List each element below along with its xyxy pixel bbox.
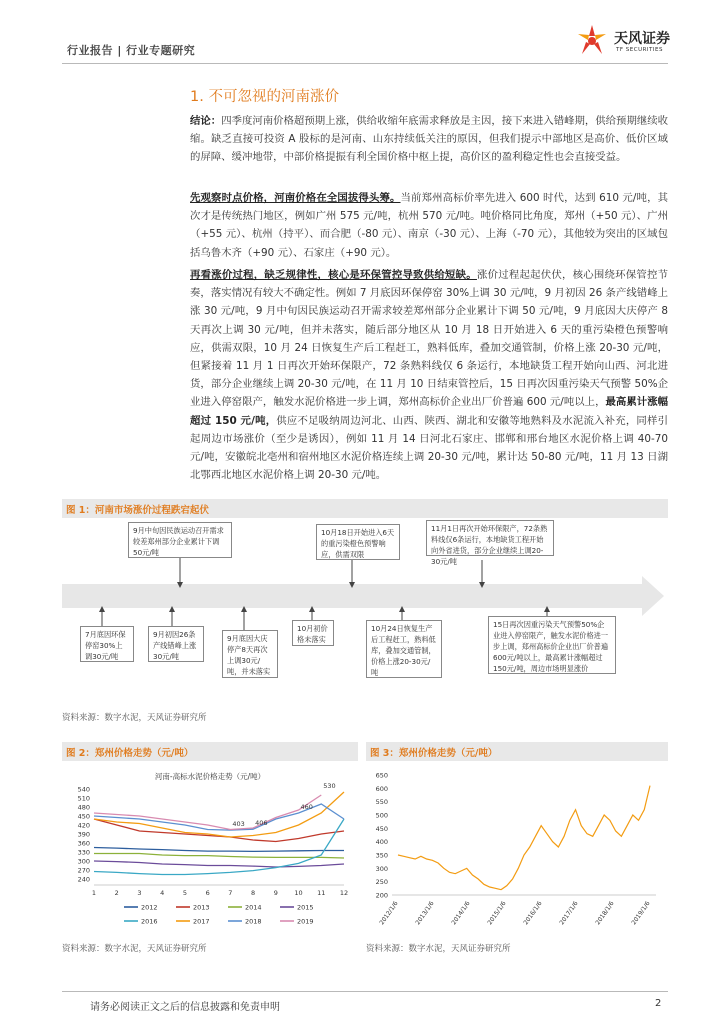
legend-label: 2017	[193, 917, 210, 926]
figure2-chart	[62, 765, 358, 933]
x-tick-label: 10	[294, 889, 303, 897]
y-tick-label: 550	[375, 798, 388, 807]
y-tick-label: 540	[77, 785, 90, 794]
legend-label: 2015	[297, 903, 314, 912]
legend-label: 2012	[141, 903, 158, 912]
y-tick-label: 450	[375, 824, 388, 833]
x-tick-label: 1	[91, 889, 97, 897]
x-tick-label: 8	[251, 889, 256, 897]
paragraph-price-point	[190, 189, 668, 262]
paragraph-body: 涨价过程起起伏伏，核心围绕环保管控节奏，落实情况有较大不确定性。例如 7 月底因环保停窑 30%上调 30 元/吨，9 月初因 26 条产线错峰上涨 30 元/吨，9 月中旬因民族运动召开需求较差郑州部分企业累计下调 50 元/吨，9 月底因大庆停产 8 天再次上调 30 元/吨，但并未落实，随后部分地区从 10 月 18 日开始进入 6 天的重污染橙色预警响应，供需双限，10 月 24 日恢复生产后工程赶工，熟料低库，叠加交通管制，价格上涨 20-30 元/吨，但紧接着 11 月 1 日再次开始环保限产，72 条熟料线仅 6 条运行，本地缺货工程开始向山西、河北进货，部分企业继续上调 20-30 元/吨，在 11 月 10 日结束管控后，15 日再次因重污染天气预警 50%企业进入停窑限产，触发水泥价格进一步上调，郑州高标价企业出厂价普遍 600 元/吨以上，	[190, 269, 669, 409]
x-tick-label: 2012/1/6	[378, 900, 400, 927]
event-top-1: 9月中旬因民族运动召开需求较差郑州部分企业累计下调50元/吨	[128, 522, 232, 558]
figure2-label: 图 2：郑州价格走势（元/吨）	[66, 748, 194, 759]
y-tick-label: 400	[375, 838, 388, 847]
legend-label: 2013	[193, 903, 210, 912]
x-tick-label: 5	[182, 889, 187, 897]
y-tick-label: 270	[77, 866, 90, 875]
section-title: 1. 不可忽视的河南涨价	[190, 89, 339, 105]
data-label: 530	[323, 782, 336, 790]
event-top-2: 10月18日开始进入6天的重污染橙色预警响应，供需双限	[316, 524, 400, 560]
x-tick-label: 2	[114, 889, 119, 897]
event-top-3: 11月1日再次开始环保限产，72条熟料线仅6条运行，本地缺货工程开始向外省进货，部分企业继续上调20-30元/吨	[426, 520, 554, 556]
series-line-2019	[94, 795, 321, 830]
x-tick-label: 2014/1/6	[450, 900, 472, 927]
figure1-label: 图 1：河南市场涨价过程跌宕起伏	[66, 505, 209, 516]
figure3-label-bar	[366, 742, 668, 761]
y-tick-label: 510	[77, 794, 90, 803]
y-tick-label: 330	[77, 848, 90, 857]
x-tick-label: 12	[339, 889, 349, 897]
figure3-chart	[366, 765, 668, 940]
legend-label: 2014	[245, 903, 262, 912]
x-tick-label: 2017/1/6	[558, 900, 580, 927]
data-label: 460	[300, 803, 313, 811]
figure3-label: 图 3：郑州价格走势（元/吨）	[370, 748, 498, 759]
x-tick-label: 2019/1/6	[630, 900, 652, 927]
event-bottom-2: 9月初因26条产线错峰上涨30元/吨	[148, 626, 204, 662]
paragraph-body: 当前郑州高标价率先进入 600 时代，达到 610 元/吨，其次才是传统热门地区，例如广州 575 元/吨，杭州 570 元/吨。吨价格同比角度，郑州（+50 元）、广州（+55 元）、杭州（持平）、而合肥（-80 元）、南京（-30 元）、上海（-70 元），其他较为突出的区域包括乌鲁木齐（+90 元）、石家庄（+90 元）。	[190, 192, 668, 259]
figure1-source: 资料来源：数字水泥，天风证券研究所	[62, 713, 207, 723]
series-line-2012	[94, 848, 344, 852]
y-tick-label: 390	[77, 830, 90, 839]
header-divider	[62, 63, 668, 64]
y-tick-label: 350	[375, 851, 388, 860]
event-bottom-6: 15日再次因重污染天气预警50%企业进入停窑限产，触发水泥价格进一步上调，郑州高标价企业出厂价普遍600元/吨以上，最高累计涨幅超过150元/吨，周边市场明显涨价	[488, 616, 616, 674]
x-tick-label: 6	[205, 889, 210, 897]
footer-disclaimer[interactable]: 请务必阅读正文之后的信息披露和免责申明	[90, 1002, 280, 1013]
figure1-timeline	[62, 520, 668, 690]
y-tick-label: 450	[77, 812, 90, 821]
x-tick-label: 9	[273, 889, 278, 897]
paragraph-lead: 结论：	[190, 115, 222, 127]
x-tick-label: 2015/1/6	[486, 900, 508, 927]
legend-label: 2016	[141, 917, 158, 926]
y-tick-label: 480	[77, 803, 90, 812]
event-bottom-5: 10月24日恢复生产后工程赶工，熟料低库，叠加交通管制，价格上涨20-30元/吨	[366, 620, 442, 678]
logo	[572, 20, 682, 60]
x-tick-label: 2016/1/6	[522, 900, 544, 927]
legend-label: 2018	[245, 917, 262, 926]
logo-cn-text: 天风证券	[614, 31, 670, 47]
y-tick-label: 360	[77, 839, 90, 848]
x-tick-label: 11	[317, 889, 326, 897]
y-tick-label: 650	[375, 771, 388, 780]
y-tick-label: 240	[77, 875, 90, 884]
legend-label: 2019	[297, 917, 314, 926]
x-tick-label: 4	[160, 889, 165, 897]
figure2-source: 资料来源：数字水泥，天风证券研究所	[62, 944, 207, 954]
paragraph-body: 四季度河南价格超预期上涨，供给收缩年底需求释放是主因，接下来进入错峰期，供给预期继续收缩。缺乏直接可投资 A 股标的是河南、山东持续低关注的原因，但我们提示中部地区是高价、低价区域的屏障、缓冲地带，中部价格提振有利全国价格中枢上提，高价区的盈利稳定性也会直接受益。	[190, 115, 669, 164]
figure1-label-bar	[62, 499, 668, 518]
y-tick-label: 300	[77, 857, 90, 866]
page-number: 2	[655, 998, 662, 1009]
logo-icon	[572, 22, 612, 60]
paragraph-lead: 再看涨价过程，缺乏规律性，核心是环保管控导致供给短缺。	[190, 269, 477, 281]
x-tick-label: 2013/1/6	[414, 900, 436, 927]
series-line-zhengzhou	[398, 786, 650, 890]
paragraph-body: 供应不足吸纳周边河北、山西、陕西、湖北和安徽等地熟料及水泥流入补充，同样引起周边市场涨价（至少是诱因），例如 11 月 14 日河北石家庄、邯郸和邢台地区水泥价格上调 40-70 元/吨，安徽皖北亳州和宿州地区水泥价格连续上调 20-30 元/吨，累计达 50-80 元/吨，11 月 13 日湖北鄂西北地区水泥价格上调 20-30 元/吨。	[190, 414, 668, 482]
event-bottom-1: 7月底因环保停窑30%上调30元/吨	[80, 626, 134, 662]
y-tick-label: 300	[375, 864, 388, 873]
logo-en-text: TF SECURITIES	[616, 47, 663, 53]
y-tick-label: 600	[375, 784, 388, 793]
paragraph-conclusion	[190, 112, 668, 167]
series-line-2014	[94, 854, 344, 859]
y-tick-label: 420	[77, 821, 90, 830]
y-tick-label: 200	[375, 891, 388, 900]
x-tick-label: 3	[137, 889, 142, 897]
y-tick-label: 500	[375, 811, 388, 820]
x-tick-label: 2018/1/6	[594, 900, 616, 927]
event-bottom-4: 10月初价格未落实	[292, 620, 334, 646]
y-tick-label: 250	[375, 878, 388, 887]
event-bottom-3: 9月底因大庆停产8天再次上调30元/吨，并未落实	[222, 630, 278, 678]
x-tick-label: 7	[228, 889, 233, 897]
data-label: 403	[232, 820, 245, 829]
footer-divider	[62, 991, 668, 992]
breadcrumb: 行业报告 | 行业专题研究	[67, 44, 196, 57]
figure3-source: 资料来源：数字水泥，天风证券研究所	[366, 944, 511, 954]
series-line-2015	[94, 861, 344, 867]
paragraph-emphasis: 最高累计涨幅超过 150 元/吨，	[190, 396, 668, 427]
chart-title: 河南-高标水泥价格走势（元/吨）	[154, 772, 266, 781]
data-label: 406	[255, 819, 268, 828]
figure2-label-bar	[62, 742, 358, 761]
paragraph-price-process	[190, 266, 668, 484]
paragraph-lead: 先观察时点价格，河南价格在全国拔得头筹。	[190, 192, 401, 204]
